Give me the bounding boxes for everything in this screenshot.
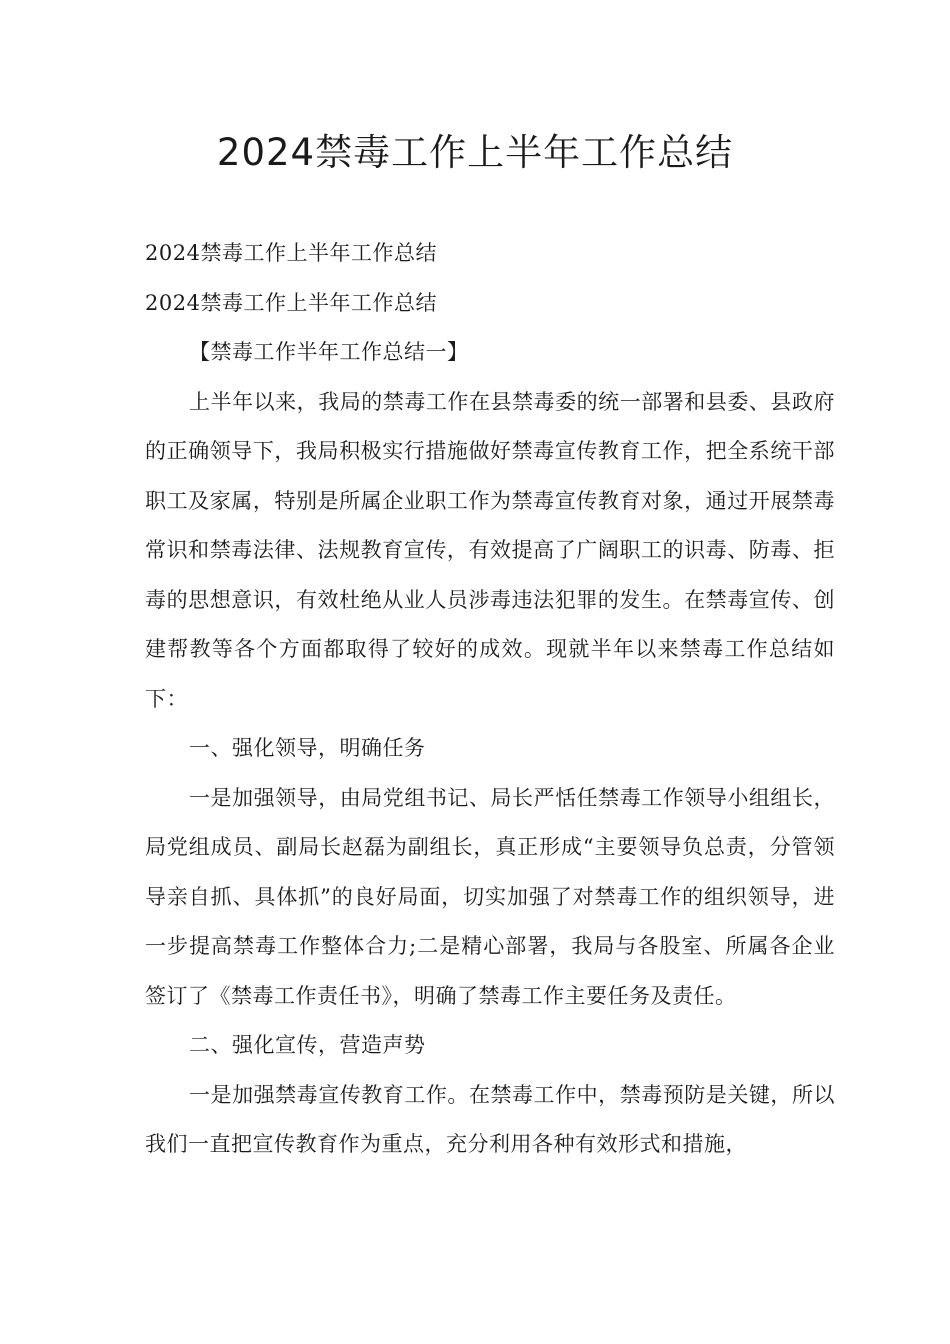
document-body [145, 229, 835, 1170]
document-title: 2024禁毒工作上半年工作总结 [216, 131, 734, 174]
paragraph-subtitle-1: 2024禁毒工作上半年工作总结 [145, 241, 437, 265]
paragraph-intro: 上半年以来，我局的禁毒工作在县禁毒委的统一部署和县委、县政府的正确领导下，我局积极实行措施做好禁毒宣传教育工作，把全系统干部职工及家属，特别是所属企业职工作为禁毒宣传教育对象，通过开展禁毒常识和禁毒法律、法规教育宣传，有效提高了广阔职工的识毒、防毒、拒毒的思想意识，有效杜绝从业人员涉毒违法犯罪的发生。在禁毒宣传、创建帮教等各个方面都取得了较好的成效。现就半年以来禁毒工作总结如下： [145, 389, 835, 711]
paragraph-publicity: 一是加强禁毒宣传教育工作。在禁毒工作中，禁毒预防是关键，所以我们一直把宣传教育作为重点，充分利用各种有效形式和措施， [145, 1082, 835, 1156]
heading-strengthen-publicity: 二、强化宣传，营造声势 [189, 1033, 426, 1057]
paragraph-leadership: 一是加强领导，由局党组书记、局长严恬任禁毒工作领导小组组长，局党组成员、副局长赵磊为副组长，真正形成“主要领导负总责，分管领导亲自抓、具体抓”的良好局面，切实加强了对禁毒工作的组织领导，进一步提高禁毒工作整体合力;二是精心部署，我局与各股室、所属各企业签订了《禁毒工作责任书》，明确了禁毒工作主要任务及责任。 [145, 785, 835, 1008]
paragraph-section-heading: 【禁毒工作半年工作总结一】 [189, 340, 469, 364]
paragraph-subtitle-2: 2024禁毒工作上半年工作总结 [145, 290, 437, 315]
heading-strengthen-leadership: 一、强化领导，明确任务 [189, 736, 426, 760]
